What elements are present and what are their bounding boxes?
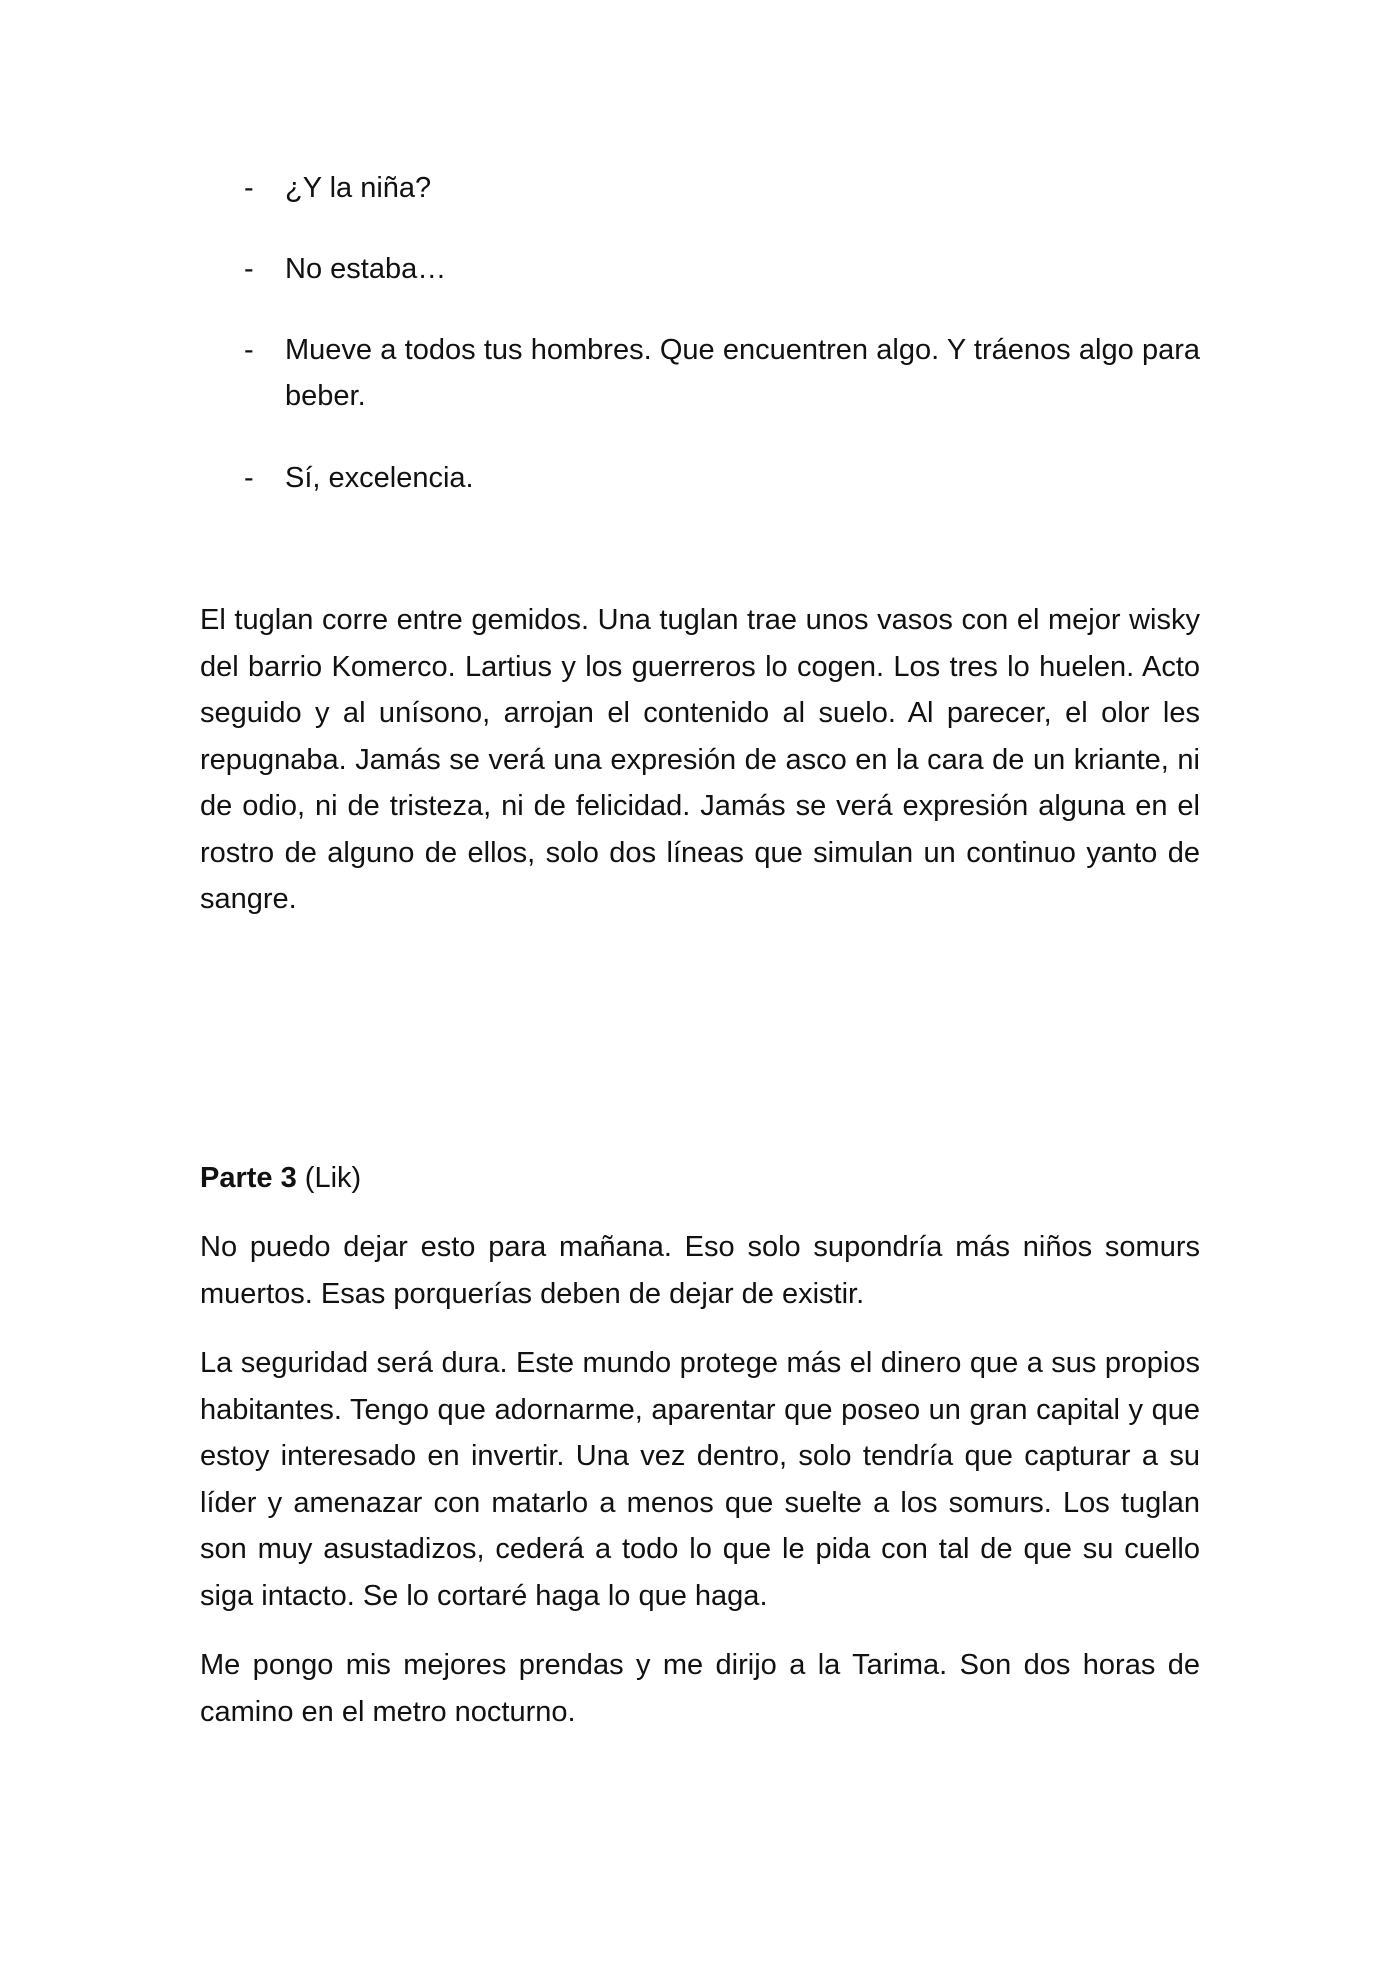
- dialogue-dash: -: [244, 253, 254, 285]
- section-title-bold: Parte 3: [200, 1162, 297, 1194]
- dialogue-dash: -: [244, 172, 254, 204]
- dialogue-dash: -: [244, 462, 254, 494]
- dialogue-text: Sí, excelencia.: [285, 462, 474, 494]
- dialogue-dash: -: [244, 334, 254, 366]
- dialogue-text: Mueve a todos tus hombres. Que encuentren algo. Y tráenos algo para beber.: [285, 334, 1200, 412]
- section-paragraph: La seguridad será dura. Este mundo protege más el dinero que a sus propios habitantes. Tengo que adornarme, aparentar que poseo un gran capital y que estoy interesado en invertir. Una vez dentro, solo tendría que capturar a su líder y amenazar con matarlo a menos que suelte a los somurs. Los tuglan son muy asustadizos, cederá a todo lo que le pida con tal de que su cuello siga intacto. Se lo cortaré haga lo que haga.: [200, 1347, 1200, 1612]
- section-heading: [200, 1155, 1200, 1201]
- section-paragraph: Me pongo mis mejores prendas y me dirijo a la Tarima. Son dos horas de camino en el metro nocturno.: [200, 1649, 1200, 1728]
- section-title-rest: (Lik): [296, 1162, 362, 1194]
- dialogue-text: No estaba…: [285, 253, 447, 285]
- narration-paragraph: El tuglan corre entre gemidos. Una tuglan trae unos vasos con el mejor wisky del barrio Komerco. Lartius y los guerreros lo cogen. Los tres lo huelen. Acto seguido y al unísono, arrojan el contenido al suelo. Al parecer, el olor les repugnaba. Jamás se verá una expresión de asco en la cara de un kriante, ni de odio, ni de tristeza, ni de felicidad. Jamás se verá expresión alguna en el rostro de alguno de ellos, solo dos líneas que simulan un continuo yanto de sangre.: [200, 604, 1200, 915]
- section-paragraph: No puedo dejar esto para mañana. Eso solo supondría más niños somurs muertos. Esas porquerías deben de dejar de existir.: [200, 1231, 1200, 1310]
- dialogue-text: ¿Y la niña?: [285, 172, 432, 204]
